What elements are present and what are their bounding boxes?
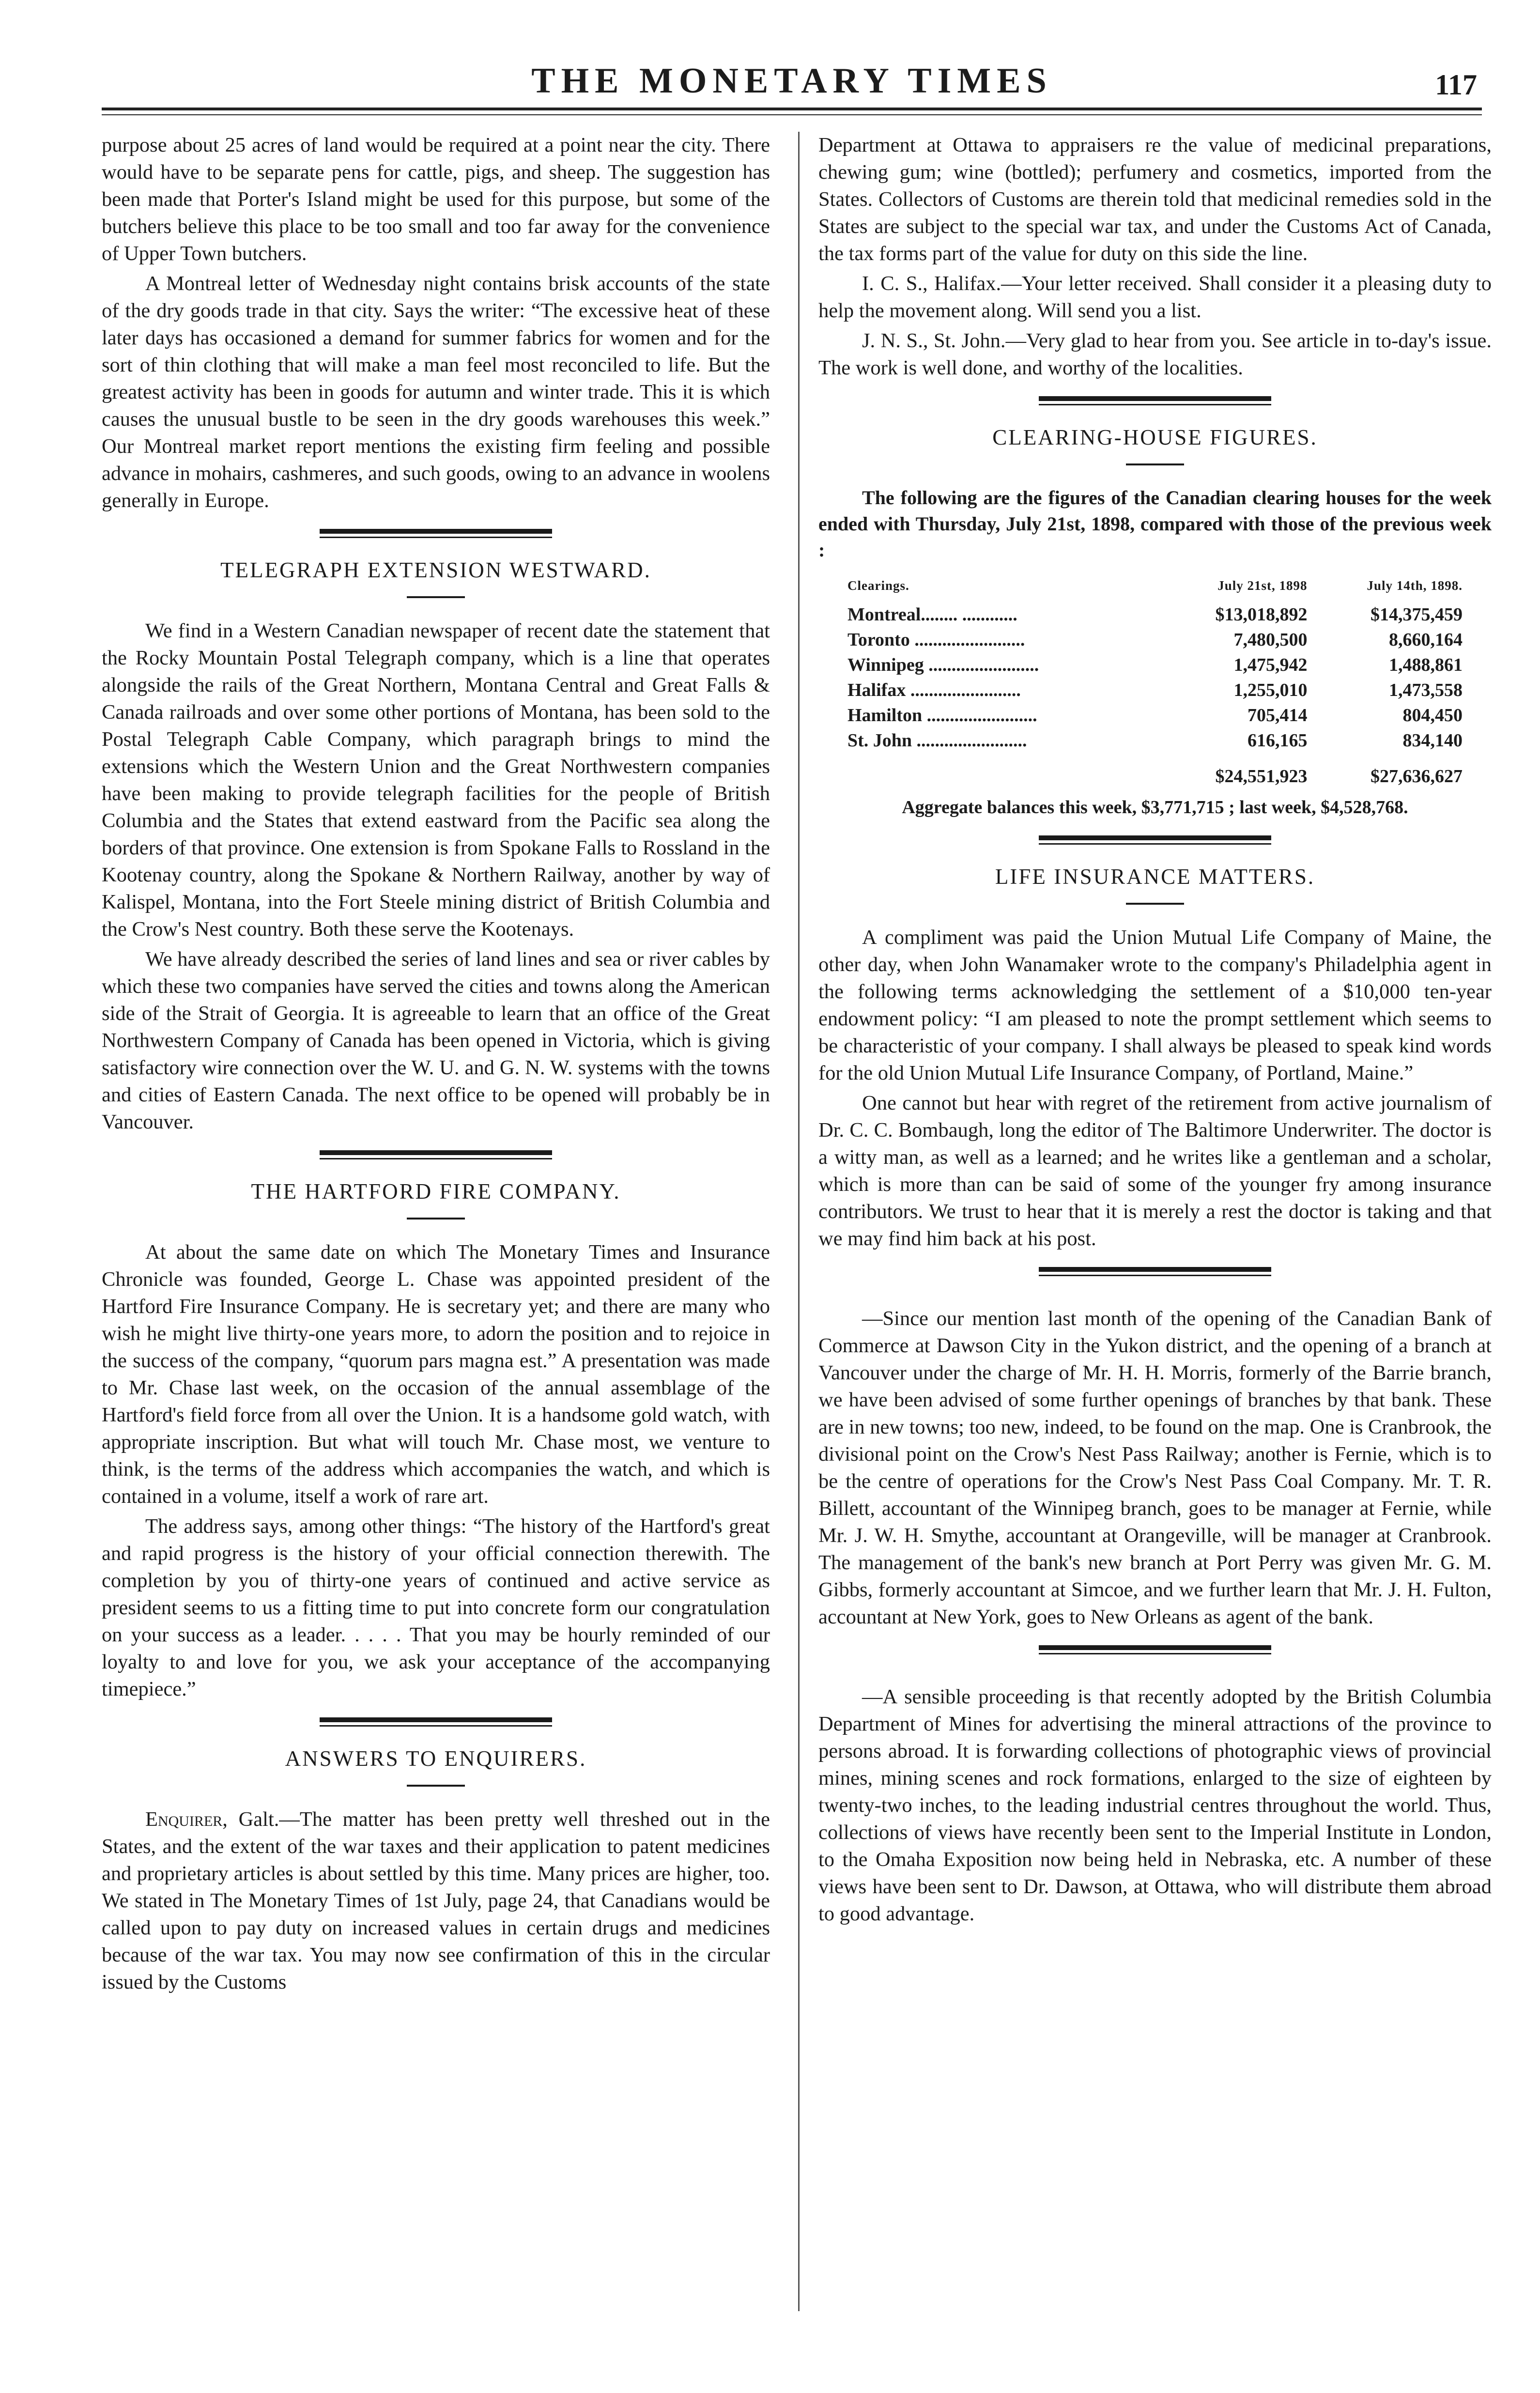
value-cell: 705,414 <box>1247 705 1308 726</box>
article-paragraph: We find in a Western Canadian newspaper of recent date the statement that the Rocky Mountain Postal Telegraph company, which is a line that operates alongside the rails of the Great Northern, Montana Central and Great Falls & Canada railroads and over some other portions of Montana, has been sold to the Postal Telegraph Cable Company, which paragraph brings to mind the extensions which the Western Union and the Great Northwestern companies have been making to provide telegraph facilities for the people of British Columbia and the States that extend eastward from the Pacific sea along the borders of that province. One extension is from Spokane Falls to Rossland in the Kootenay country, along the Spokane & Northern Railway, another by way of Kalispel, Montana, into the Fort Steele mining district of British Columbia and the Crow's Nest country. Both these serve the Kootenays. <box>102 619 770 941</box>
page-number: 117 <box>1435 69 1477 101</box>
value-cell: $13,018,892 <box>1215 604 1308 625</box>
city-cell: Montreal........ ............ <box>847 604 1017 625</box>
article-paragraph: Department at Ottawa to appraisers re the value of medicinal preparations, chewing gum; wine (bottled); perfumery and cosmetics, imported from the States. Collectors of Customs are therein told that medicinal remedies sold in the States are subject to the special war tax, and under the Customs Act of Canada, the tax forms part of the value for duty on this side the line. <box>818 134 1492 265</box>
total-cell: $24,551,923 <box>1215 766 1308 787</box>
value-cell: $14,375,459 <box>1371 604 1463 625</box>
article-paragraph: —A sensible proceeding is that recently adopted by the British Columbia Department of Mines for advertising the mineral attractions of the province to persons abroad. It is forwarding collections of photographic views of provincial mines, mining scenes and rock formations, enlarged to the size of eighteen by twenty-two inches, to the leading industrial centres throughout the world. Thus, collections of views have recently been sent to the Imperial Institute in London, to the Omaha Exposition now being held in Nebraska, etc. A number of these views have been sent to Dr. Dawson, at Ottawa, who will distribute them abroad to good advantage. <box>818 1685 1492 1925</box>
value-cell: 1,255,010 <box>1233 680 1308 700</box>
section-rule <box>320 1150 552 1159</box>
heading-underline <box>407 596 465 598</box>
section-heading-life: LIFE INSURANCE MATTERS. <box>995 865 1315 889</box>
table-total-row <box>847 753 1463 789</box>
section-rule <box>1039 1267 1271 1276</box>
heading-underline <box>1126 903 1184 905</box>
section-rule <box>320 1717 552 1727</box>
city-cell: Toronto ........................ <box>847 630 1025 650</box>
header-rule <box>102 108 1482 110</box>
section-heading-answers: ANSWERS TO ENQUIRERS. <box>285 1746 587 1771</box>
article-paragraph: I. C. S., Halifax.—Your letter received. Shall consider it a pleasing duty to help the movement along. Will send you a list. <box>818 272 1492 322</box>
section-rule <box>320 529 552 538</box>
value-cell: 804,450 <box>1402 705 1463 726</box>
heading-underline <box>407 1785 465 1787</box>
city-cell: Halifax ........................ <box>847 680 1021 700</box>
value-cell: 1,475,942 <box>1233 655 1308 675</box>
right-column <box>818 132 1492 1930</box>
table-row <box>847 652 1463 678</box>
article-paragraph: A Montreal letter of Wednesday night contains brisk accounts of the state of the dry goods trade in that city. Says the writer: “The excessive heat of these later days has occasioned a demand for summer fabrics for women and for the sort of thin clothing that will make a man feel most reconciled to life. But the greatest activity has been in goods for autumn and winter trade. This it is which causes the unusual bustle to be seen in the dry goods warehouses this week.” Our Montreal market report mentions the existing firm feeling and possible advance in mohairs, cashmeres, and such goods, owing to an advance in woolens generally in Europe. <box>102 272 770 512</box>
masthead-title: THE MONETARY TIMES <box>531 61 1052 101</box>
city-cell: St. John ........................ <box>847 730 1027 751</box>
total-cell: $27,636,627 <box>1371 766 1463 787</box>
section-heading-clearing: CLEARING-HOUSE FIGURES. <box>992 425 1318 449</box>
article-paragraph: A compliment was paid the Union Mutual Life Company of Maine, the other day, when John Wanamaker wrote to the company's Philadelphia agent in the following terms acknowledging the settlement of a $10,000 ten-year endowment policy: “I am pleased to note the prompt settlement which seems to be characteristic of your company. I shall always be pleased to speak kind words for the old Union Mutual Life Insurance Company, of Portland, Maine.” <box>818 926 1492 1084</box>
page-header <box>107 61 1477 114</box>
table-row <box>847 627 1463 652</box>
aggregate-balances: Aggregate balances this week, $3,771,715 ; last week, $4,528,768. <box>902 797 1408 818</box>
table-row <box>847 678 1463 703</box>
section-rule <box>1039 1645 1271 1654</box>
article-paragraph: We have already described the series of land lines and sea or river cables by which these two companies have served the cities and towns along the American side of the Strait of Georgia. It is agreeable to learn that an office of the Great Northwestern Company of Canada has been opened in Victoria, which is giving satisfactory wire connection over the W. U. and G. N. W. systems with the towns and cities of Eastern Canada. The next office to be opened will probably be in Vancouver. <box>102 948 770 1133</box>
enquirer-lead: Enquirer <box>145 1808 223 1831</box>
article-paragraph: J. N. S., St. John.—Very glad to hear from you. See article in to-day's issue. The work is well done, and worthy of the localities. <box>818 329 1492 379</box>
value-cell: 616,165 <box>1247 730 1308 751</box>
value-cell: 834,140 <box>1402 730 1463 751</box>
table-header: Clearings. <box>847 578 909 593</box>
article-paragraph: At about the same date on which The Monetary Times and Insurance Chronicle was founded, George L. Chase was appointed president of the Hartford Fire Insurance Company. He is secretary yet; and there are many who wish he might live thirty-one years more, to adorn the position and to rejoice in the success of the company, “quorum pars magna est.” A presentation was made to Mr. Chase last week, on the occasion of the annual assemblage of the Hartford's field force from all over the Union. It is a handsome gold watch, with appropriate inscription. But what will touch Mr. Chase most, we venture to think, is the terms of the address which accompanies the watch, and which is contained in a volume, itself a work of rare art. <box>102 1241 770 1508</box>
section-rule <box>1039 396 1271 405</box>
heading-underline <box>1126 463 1184 465</box>
value-cell: 1,473,558 <box>1389 680 1463 700</box>
value-cell: 1,488,861 <box>1389 655 1463 675</box>
article-paragraph: One cannot but hear with regret of the retirement from active journalism of Dr. C. C. Bombaugh, long the editor of The Baltimore Underwriter. The doctor is a witty man, as well as a learned; and he writes like a gentleman and a scholar, which is more than can be said of some of the younger fry among insurance contributors. We trust to hear that it is merely a rest the doctor is taking and that we may find him back at his post. <box>818 1092 1492 1250</box>
table-row <box>847 728 1463 753</box>
table-header: July 21st, 1898 <box>1217 578 1308 593</box>
section-heading-telegraph: TELEGRAPH EXTENSION WESTWARD. <box>220 558 651 582</box>
clearing-intro: The following are the figures of the Canadian clearing houses for the week ended with Thursday, July 21st, 1898, compared with those of the previous week : <box>818 487 1492 561</box>
left-column <box>102 132 770 1999</box>
city-cell: Hamilton ........................ <box>847 705 1037 726</box>
clearing-house-table <box>847 572 1463 789</box>
table-row <box>847 602 1463 627</box>
column-divider <box>798 132 800 2311</box>
header-rule-thin <box>102 114 1482 115</box>
section-heading-hartford: THE HARTFORD FIRE COMPANY. <box>251 1179 621 1204</box>
article-paragraph: The address says, among other things: “The history of the Hartford's great and rapid progress is the history of your official connection therewith. The completion by you of thirty-one years of continued and active service as president seems to us a fitting time to put into concrete form our congratulation on your success as a leader. . . . . That you may be hourly reminded of our loyalty to and love for you, we ask your acceptance of the accompanying timepiece.” <box>102 1515 770 1700</box>
value-cell: 7,480,500 <box>1233 630 1308 650</box>
article-paragraph <box>102 1806 770 1996</box>
article-paragraph: purpose about 25 acres of land would be required at a point near the city. There would have to be separate pens for cattle, pigs, and sheep. The suggestion has been made that Porter's Island might be used for this purpose, but some of the butchers believe this place to be too small and too far away for the convenience of Upper Town butchers. <box>102 134 770 265</box>
heading-underline <box>407 1218 465 1220</box>
table-header: July 14th, 1898. <box>1367 578 1463 593</box>
city-cell: Winnipeg ........................ <box>847 655 1039 675</box>
value-cell: 8,660,164 <box>1389 630 1463 650</box>
article-paragraph: —Since our mention last month of the opening of the Canadian Bank of Commerce at Dawson City in the Yukon district, and the opening of a branch at Vancouver under the charge of Mr. H. H. Morris, formerly of the Barrie branch, we have been advised of some further openings of branches by that bank. These are in new towns; too new, indeed, to be found on the map. One is Cranbrook, the divisional point on the Crow's Nest Pass Railway; another is Fernie, which is to be the centre of operations for the Crow's Nest Pass Coal Company. Mr. T. R. Billett, accountant of the Winnipeg branch, goes to be manager at Fernie, while Mr. J. W. H. Smythe, accountant at Orangeville, will be manager at Cranbrook. The management of the bank's new branch at Port Perry was given Mr. G. M. Gibbs, formerly accountant at Simcoe, and we further learn that Mr. J. H. Fulton, accountant at New York, goes to New Orleans as agent of the bank. <box>818 1307 1492 1628</box>
section-rule <box>1039 835 1271 845</box>
table-row <box>847 703 1463 728</box>
enquirer-text: , Galt.—The matter has been pretty well threshed out in the States, and the extent of the war taxes and their application to patent medicines and proprietary articles is about settled by this time. Many prices are higher, too. We stated in The Monetary Times of 1st July, page 24, that Canadians would be called upon to pay duty on increased values in certain drugs and medicines because of the war tax. You may now see confirmation of this in the circular issued by the Customs <box>102 1808 770 1993</box>
